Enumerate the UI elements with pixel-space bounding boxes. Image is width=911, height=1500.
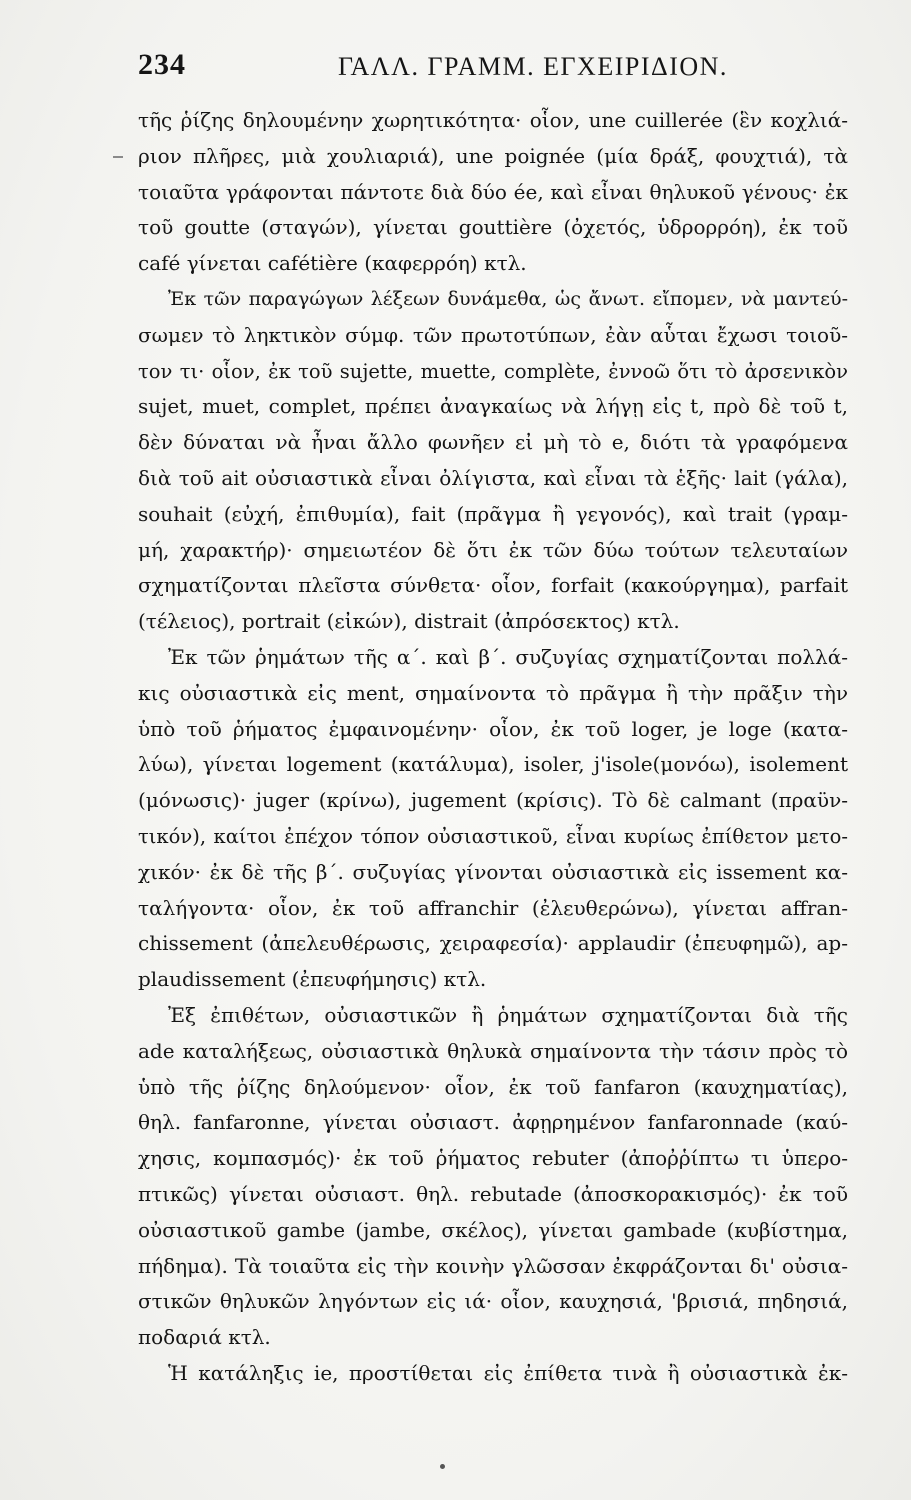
text-line: ade καταλήξεως, οὐσιαστικὰ θηλυκὰ σημαίνοντα τὴν τάσιν πρὸς τὸ — [138, 1038, 848, 1063]
page-number: 234 — [138, 48, 186, 81]
text-line: (τέλειος), portrait (εἰκών), distrait (ἀπρόσεκτος) κτλ. — [138, 609, 680, 634]
text-line: θηλ. fanfaronne, γίνεται οὐσιαστ. ἀφῃρημένον fanfaronnade (καύ- — [138, 1110, 848, 1135]
text-line: σχηματίζονται πλεῖστα σύνθετα· οἷον, forfait (κακούργημα), parfait — [138, 573, 848, 598]
text-line: τῆς ῥίζης δηλουμένην χωρητικότητα· οἷον, une cuillerée (ἓν κοχλιά- — [138, 108, 848, 132]
text-line: chissement (ἀπελευθέρωσις, χειραφεσία)· applaudir (ἐπευφημῶ), ap- — [138, 931, 848, 956]
text-line: χησις, κομπασμός)· ἐκ τοῦ ῥήματος rebuter (ἀποῤῥίπτω τι ὑπερο- — [138, 1146, 848, 1171]
text-line: σωμεν τὸ ληκτικὸν σύμφ. τῶν πρωτοτύπων, ἐὰν αὗται ἔχωσι τοιοῦ- — [138, 322, 848, 347]
signature-dot — [440, 1464, 445, 1469]
text-line: οὐσιαστικοῦ gambe (jambe, σκέλος), γίνεται gambade (κυβίστημα, — [138, 1217, 848, 1242]
text-line: μή, χαρακτήρ)· σημειωτέον δὲ ὅτι ἐκ τῶν δύω τούτων τελευταίων — [138, 537, 848, 562]
text-line: τοιαῦτα γράφονται πάντοτε διὰ δύο ée, καὶ εἶναι θηλυκοῦ γένους· ἐκ — [138, 179, 848, 204]
text-line: διὰ τοῦ ait οὐσιαστικὰ εἶναι ὀλίγιστα, καὶ εἶναι τὰ ἑξῆς· lait (γάλα), — [138, 465, 848, 490]
text-line: λύω), γίνεται logement (κατάλυμα), isoler, j'isole(μονόω), isolement — [138, 752, 848, 777]
body-text — [138, 103, 848, 1392]
text-line: στικῶν θηλυκῶν ληγόντων εἰς ιά· οἷον, καυχησιά, 'βρισιά, πηδησιά, — [138, 1289, 848, 1314]
text-line: café γίνεται cafétière (καφερρόη) κτλ. — [138, 251, 527, 276]
text-line: κις οὐσιαστικὰ εἰς ment, σημαίνοντα τὸ πρᾶγμα ἢ τὴν πρᾶξιν τὴν — [138, 680, 848, 705]
text-line: ὑπὸ τῆς ῥίζης δηλούμενον· οἷον, ἐκ τοῦ fanfaron (καυχηματίας), — [138, 1074, 848, 1099]
text-line: Ἐξ ἐπιθέτων, οὐσιαστικῶν ἢ ῥημάτων σχηματίζονται διὰ τῆς — [168, 1002, 848, 1027]
text-line: Ἡ κατάληξις ie, προστίθεται εἰς ἐπίθετα τινὰ ἢ οὐσιαστικὰ ἐκ- — [168, 1360, 848, 1385]
text-line: πτικῶς) γίνεται οὐσιαστ. θηλ. rebutade (ἀποσκορακισμός)· ἐκ τοῦ — [138, 1181, 848, 1206]
text-line: plaudissement (ἐπευφήμησις) κτλ. — [138, 967, 487, 992]
text-line: δὲν δύναται νὰ ἦναι ἄλλο φωνῆεν εἰ μὴ τὸ e, διότι τὰ γραφόμενα — [138, 430, 848, 455]
running-title: ΓΑΛΛ. ΓΡΑΜΜ. ΕΓΧΕΙΡΙΔΙΟΝ. — [338, 52, 728, 81]
text-line: χικόν· ἐκ δὲ τῆς β΄. συζυγίας γίνονται οὐσιαστικὰ εἰς issement κα- — [138, 859, 848, 884]
text-line: τοῦ goutte (σταγών), γίνεται gouttière (ὀχετός, ὑδρορρόη), ἐκ τοῦ — [138, 215, 848, 240]
page-header — [138, 48, 848, 88]
margin-mark — [113, 156, 123, 158]
text-line: τον τι· οἷον, ἐκ τοῦ sujette, muette, complète, ἐννοῶ ὅτι τὸ ἀρσενικὸν — [138, 359, 848, 383]
text-line: τικόν), καίτοι ἐπέχον τόπον οὐσιαστικοῦ, εἶναι κυρίως ἐπίθετον μετο- — [138, 824, 848, 848]
text-line: sujet, muet, complet, πρέπει ἀναγκαίως νὰ λήγῃ εἰς t, πρὸ δὲ τοῦ t, — [138, 394, 848, 419]
text-line: ὑπὸ τοῦ ῥήματος ἐμφαινομένην· οἷον, ἐκ τοῦ loger, je loge (κατα- — [138, 716, 848, 741]
text-line: souhait (εὐχή, ἐπιθυμία), fait (πρᾶγμα ἢ γεγονός), καὶ trait (γραμ- — [138, 501, 848, 526]
text-line: Ἐκ τῶν ῥημάτων τῆς α΄. καὶ β΄. συζυγίας σχηματίζονται πολλά- — [168, 644, 848, 669]
text-line: Ἐκ τῶν παραγώγων λέξεων δυνάμεθα, ὡς ἄνωτ. εἴπομεν, νὰ μαντεύ- — [168, 287, 848, 310]
text-line: (μόνωσις)· juger (κρίνω), jugement (κρίσις). Τὸ δὲ calmant (πραϋν- — [138, 788, 848, 813]
text-line: ταλήγοντα· οἷον, ἐκ τοῦ affranchir (ἐλευθερώνω), γίνεται affran- — [138, 895, 848, 920]
text-line: πήδημα). Τὰ τοιαῦτα εἰς τὴν κοινὴν γλῶσσαν ἐκφράζονται δι' οὐσια- — [138, 1253, 848, 1278]
text-line: ριον πλῆρες, μιὰ χουλιαριά), une poignée (μία δράξ, φουχτιά), τὰ — [138, 143, 848, 168]
text-line: ποδαριά κτλ. — [138, 1325, 271, 1350]
